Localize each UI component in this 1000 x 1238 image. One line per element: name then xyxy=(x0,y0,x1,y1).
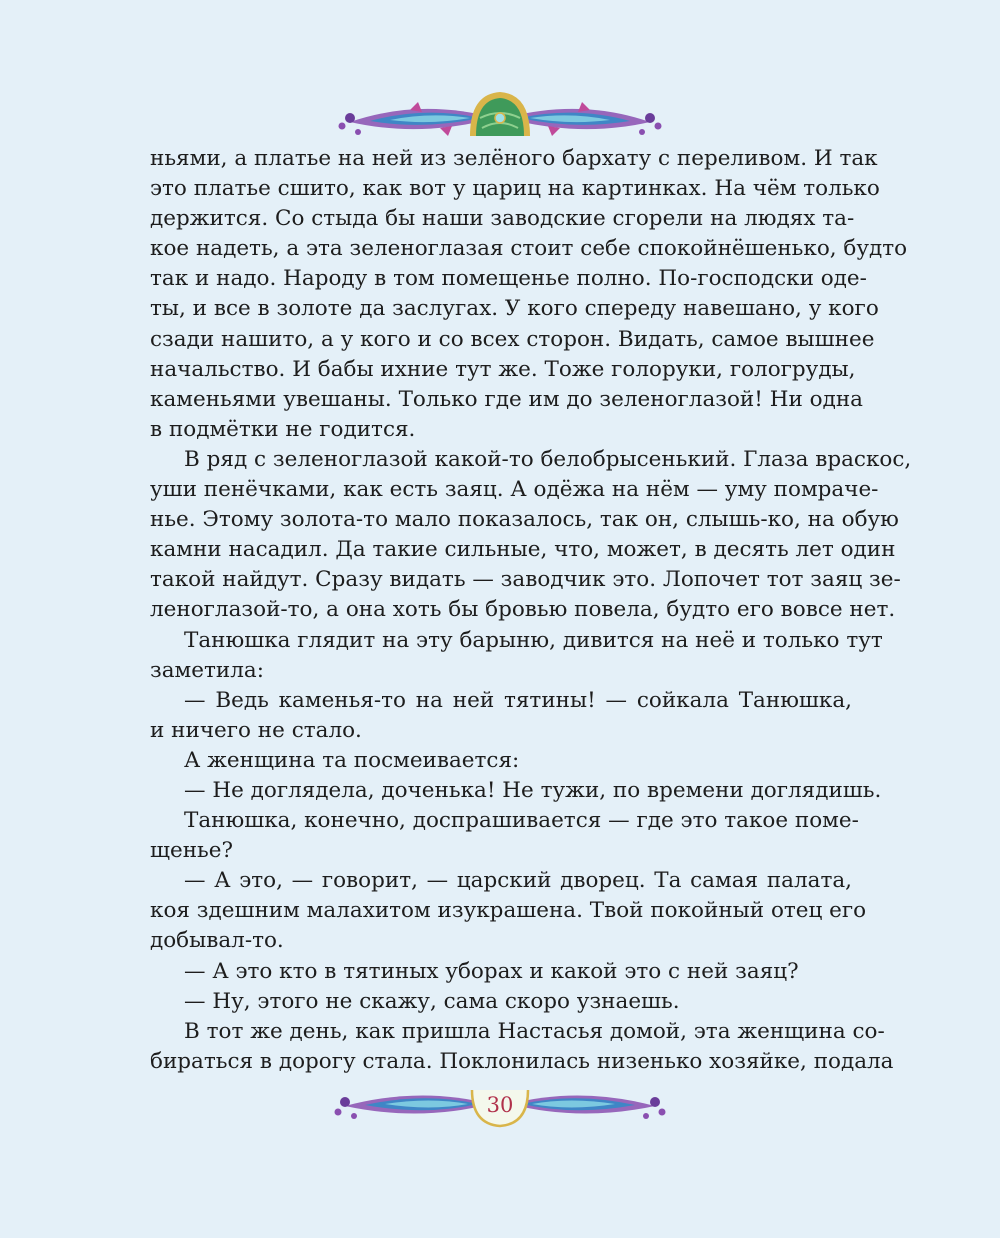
text-line: — Ну, этого не скажу, сама скоро узнаешь. xyxy=(184,988,680,1014)
text-line: и ничего не стало. xyxy=(150,717,362,743)
text-line: заметила: xyxy=(150,657,264,683)
text-line: кое надеть, а эта зеленоглазая стоит себе спокойнёшенько, будто xyxy=(150,236,908,262)
top-ornament xyxy=(330,88,670,148)
story-text xyxy=(150,144,912,1077)
text-line: — А это, — говорит, — царский дворец. Та самая палата, xyxy=(184,868,852,894)
text-line: щенье? xyxy=(150,838,233,864)
page-number: 30 xyxy=(486,1093,514,1117)
text-line: ты, и все в золоте да заслугах. У кого спереду навешано, у кого xyxy=(150,296,879,322)
text-line: это платье сшито, как вот у цариц на картинках. На чём только xyxy=(150,176,880,202)
text-line: Танюшка глядит на эту барыню, дивится на неё и только тут xyxy=(184,627,883,653)
text-line: ньями, а платье на ней из зелёного бархату с переливом. И так xyxy=(150,146,878,171)
text-line: бираться в дорогу стала. Поклонилась низенько хозяйке, подала xyxy=(150,1048,894,1074)
text-line: каменьями увешаны. Только где им до зеленоглазой! Ни одна xyxy=(150,386,863,412)
text-line: камни насадил. Да такие сильные, что, может, в десять лет один xyxy=(150,537,896,563)
text-line: — Ведь каменья-то на ней тятины! — сойкала Танюшка, xyxy=(184,687,852,713)
text-line: держится. Со стыда бы наши заводские сгорели на людях та- xyxy=(150,206,855,232)
text-line: такой найдут. Сразу видать — заводчик это. Лопочет тот заяц зе- xyxy=(150,567,901,593)
text-line: добывал-то. xyxy=(150,928,284,954)
text-line: — А это кто в тятиных уборах и какой это с ней заяц? xyxy=(184,958,799,984)
text-line: в подмётки не годится. xyxy=(150,416,416,442)
text-line: уши пенёчками, как есть заяц. А одёжа на нём — уму помраче- xyxy=(150,477,879,503)
ornament-left-band xyxy=(335,1095,491,1119)
text-line: леноглазой-то, а она хоть бы бровью повела, будто его вовсе нет. xyxy=(150,597,896,623)
ornament-right-band xyxy=(510,1095,666,1119)
text-line: коя здешним малахитом изукрашена. Твой покойный отец его xyxy=(150,898,867,924)
text-line: В ряд с зеленоглазой какой-то белобрысенький. Глаза враскос, xyxy=(184,446,912,472)
text-line: нье. Этому золота-то мало показалось, так он, слышь-ко, на обую xyxy=(150,507,899,533)
text-line: Танюшка, конечно, доспрашивается — где это такое поме- xyxy=(184,808,859,834)
text-line: В тот же день, как пришла Настасья домой, эта женщина со- xyxy=(184,1018,885,1044)
text-line: так и надо. Народу в том помещенье полно. По-господски оде- xyxy=(150,266,867,292)
text-line: начальство. И бабы ихние тут же. Тоже голоруки, гологруды, xyxy=(150,356,856,382)
text-line: А женщина та посмеивается: xyxy=(184,747,520,773)
text-line: — Не доглядела, доченька! Не тужи, по времени доглядишь. xyxy=(184,777,882,803)
ornament-center-arch xyxy=(470,92,530,136)
text-line: сзади нашито, а у кого и со всех сторон. Видать, самое вышнее xyxy=(150,326,875,352)
